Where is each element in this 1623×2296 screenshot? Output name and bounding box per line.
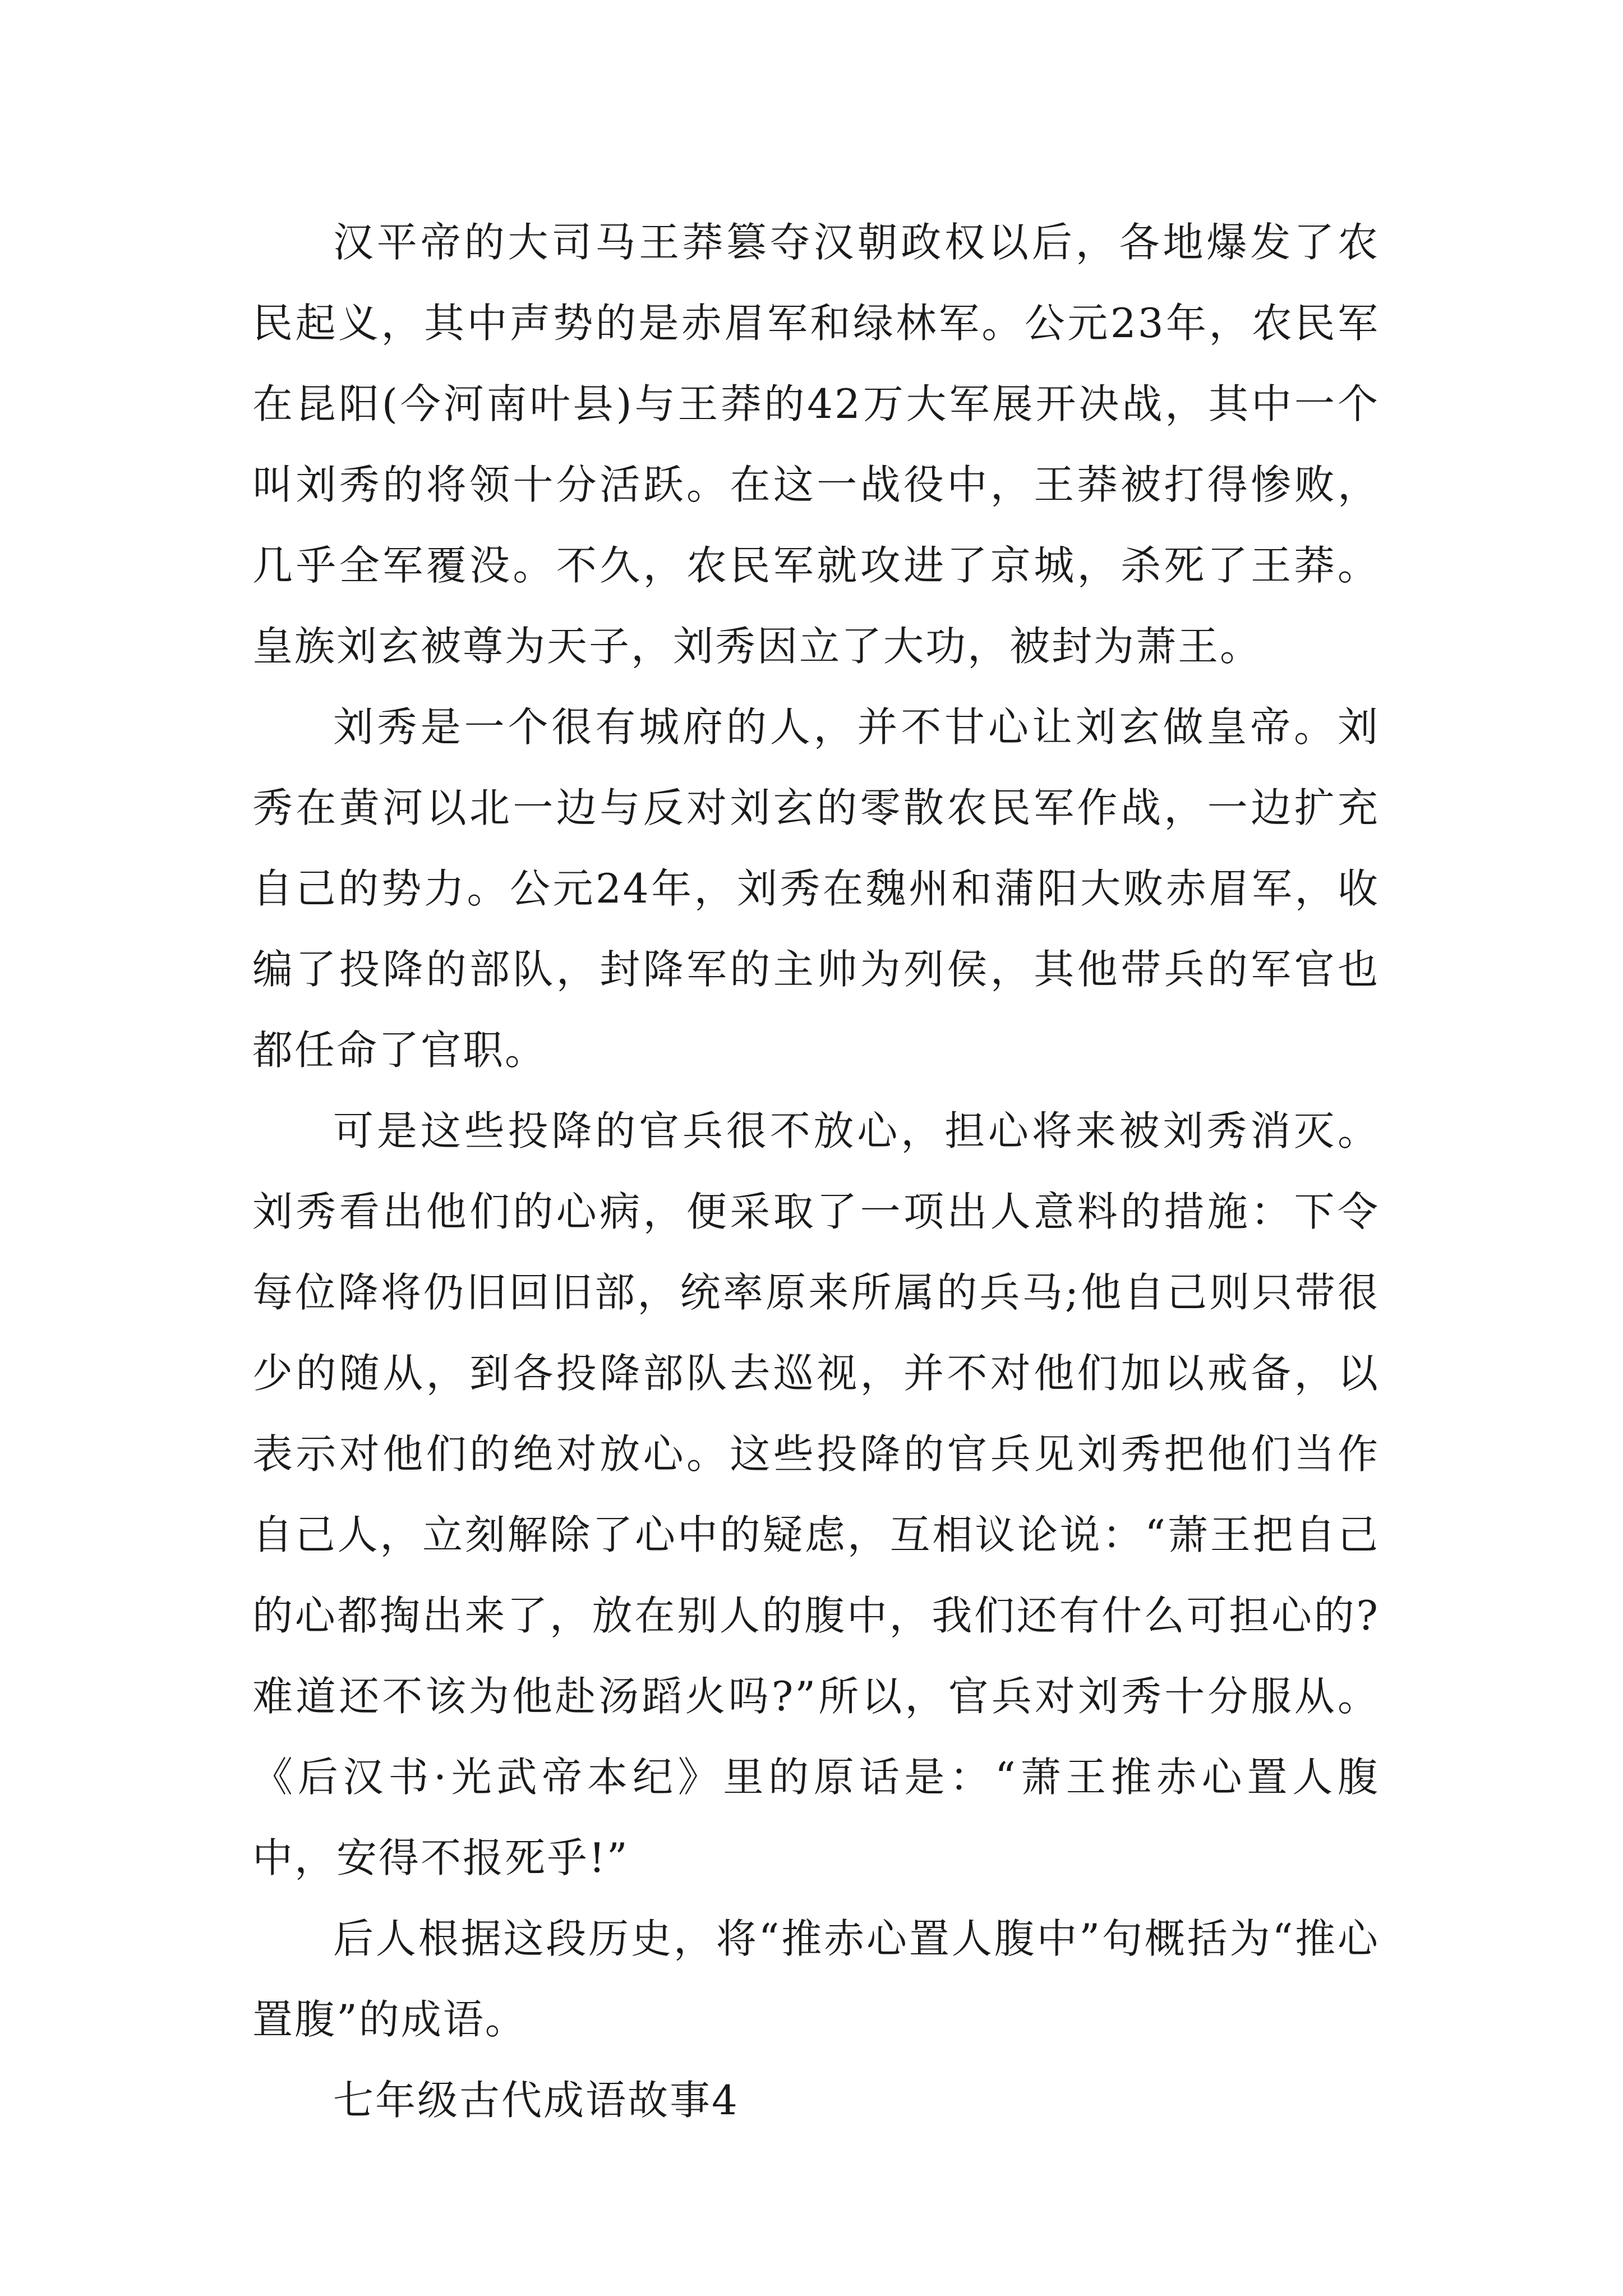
paragraph-4: 后人根据这段历史，将“推赤心置人腹中”句概括为“推心置腹”的成语。 xyxy=(252,1915,1380,2043)
paragraph-1: 汉平帝的大司马王莽篡夺汉朝政权以后，各地爆发了农民起义，其中声势的是赤眉军和绿林军。公元23年，农民军在昆阳(今河南叶县)与王莽的42万大军展开决战，其中一个叫刘秀的将领十分活跃。在这一战役中，王莽被打得惨败，几乎全军覆没。不久，农民军就攻进了京城，杀死了王莽。皇族刘玄被尊为天子，刘秀因立了大功，被封为萧王。 xyxy=(252,219,1380,670)
document-body xyxy=(252,202,1380,2141)
paragraph-3: 可是这些投降的官兵很不放心，担心将来被刘秀消灭。刘秀看出他们的心病，便采取了一项出人意料的措施：下令每位降将仍旧回旧部，统率原来所属的兵马;他自己则只带很少的随从，到各投降部队去巡视，并不对他们加以戒备，以表示对他们的绝对放心。这些投降的官兵见刘秀把他们当作自己人，立刻解除了心中的疑虑，互相议论说：“萧王把自己的心都掏出来了，放在别人的腹中，我们还有什么可担心的?难道还不该为他赴汤蹈火吗?”所以，官兵对刘秀十分服从。《后汉书·光武帝本纪》里的原话是：“萧王推赤心置人腹中，安得不报死乎!” xyxy=(252,1107,1380,1881)
paragraph-2: 刘秀是一个很有城府的人，并不甘心让刘玄做皇帝。刘秀在黄河以北一边与反对刘玄的零散农民军作战，一边扩充自己的势力。公元24年，刘秀在魏州和蒲阳大败赤眉军，收编了投降的部队，封降军的主帅为列侯，其他带兵的军官也都任命了官职。 xyxy=(252,703,1380,1074)
section-heading: 七年级古代成语故事4 xyxy=(333,2077,739,2124)
